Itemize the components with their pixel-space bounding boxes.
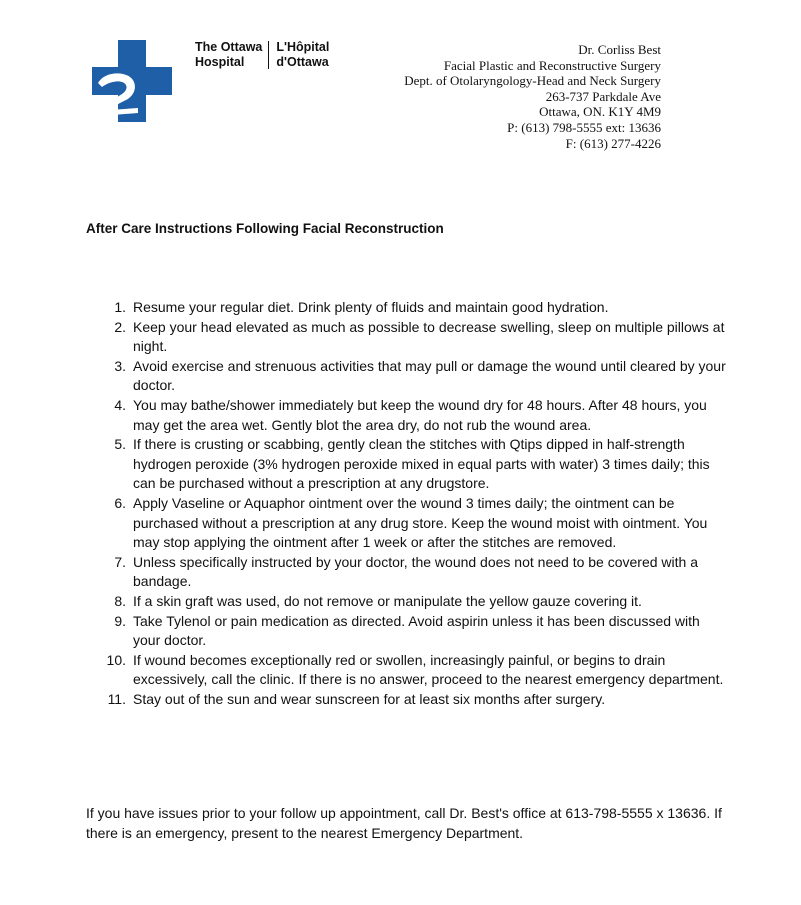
item-text: Avoid exercise and strenuous activities that may pull or damage the wound until cleared by your doctor. xyxy=(133,357,726,394)
list-item xyxy=(86,357,726,396)
item-text: Stay out of the sun and wear sunscreen for at least six months after surgery. xyxy=(133,690,606,707)
item-number: 9. xyxy=(114,612,126,629)
item-number: 3. xyxy=(114,357,126,374)
wordmark-en-line2: Hospital xyxy=(195,55,245,69)
address-line: Facial Plastic and Reconstructive Surgery xyxy=(443,57,661,73)
wordmark-fr-line1: L'Hôpital xyxy=(276,40,330,54)
item-number: 1. xyxy=(114,299,126,315)
item-text: Keep your head elevated as much as possible to decrease swelling, sleep on multiple pillows at night. xyxy=(133,318,725,355)
item-text: You may bathe/shower immediately but keep the wound dry for 48 hours. After 48 hours, you may get the area wet. Gently blot the area dry, do not rub the wound area. xyxy=(133,396,707,433)
list-item xyxy=(86,396,726,435)
item-text: If there is crusting or scabbing, gently clean the stitches with Qtips dipped in half-strength hydrogen peroxide (3% hydrogen peroxide mixed in equal parts with water) 3 times daily; this can be purchased without a prescription at any drugstore. xyxy=(133,436,710,492)
document-title: After Care Instructions Following Facial Reconstruction xyxy=(86,221,444,236)
address-line: P: (613) 798-5555 ext: 13636 xyxy=(507,119,661,135)
item-number: 2. xyxy=(114,318,126,335)
address-line: 263-737 Parkdale Ave xyxy=(545,88,661,104)
item-text: If wound becomes exceptionally red or swollen, increasingly painful, or begins to drain excessively, call the clinic. If there is no answer, proceed to the nearest emergency department. xyxy=(133,651,724,688)
footer-contact-note: If you have issues prior to your follow up appointment, call Dr. Best's office at 613-798-5555 x 13636. If there is an emergency, present to the nearest Emergency Department. xyxy=(86,805,722,841)
item-text: Apply Vaseline or Aquaphor ointment over the wound 3 times daily; the ointment can be purchased without a prescription at any drug store. Keep the wound moist with ointment. You may stop applying the ointment after 1 week or after the stitches are removed. xyxy=(133,494,708,551)
item-text: If a skin graft was used, do not remove or manipulate the yellow gauze covering it. xyxy=(133,592,642,609)
item-number: 7. xyxy=(114,553,126,570)
list-item xyxy=(86,651,726,690)
wordmark-en-line1: The Ottawa xyxy=(195,40,263,54)
item-text: Take Tylenol or pain medication as directed. Avoid aspirin unless it has been discussed with your doctor. xyxy=(133,612,700,649)
list-item xyxy=(86,435,726,494)
doctor-address-block xyxy=(404,42,661,151)
list-item xyxy=(86,612,726,651)
list-item xyxy=(86,318,726,357)
item-number: 5. xyxy=(114,436,126,453)
item-number: 10. xyxy=(106,651,126,668)
address-line: Dr. Corliss Best xyxy=(578,42,661,57)
list-item xyxy=(86,592,726,612)
wordmark-fr-line2: d'Ottawa xyxy=(276,55,329,69)
ottawa-hospital-cross-icon xyxy=(92,40,172,122)
wordmark-divider xyxy=(268,41,269,69)
item-number: 4. xyxy=(114,396,126,413)
item-number: 6. xyxy=(114,494,126,511)
address-line: Dept. of Otolaryngology-Head and Neck Surgery xyxy=(404,73,661,89)
item-number: 11. xyxy=(107,690,126,707)
list-item xyxy=(86,298,726,318)
instructions-list xyxy=(86,298,726,709)
item-text: Unless specifically instructed by your doctor, the wound does not need to be covered with a bandage. xyxy=(133,553,698,590)
item-text: Resume your regular diet. Drink plenty of fluids and maintain good hydration. xyxy=(133,299,609,315)
item-number: 8. xyxy=(114,592,126,609)
hospital-wordmark xyxy=(195,40,329,70)
address-line: Ottawa, ON. K1Y 4M9 xyxy=(539,104,661,120)
list-item xyxy=(86,553,726,592)
list-item xyxy=(86,494,726,553)
address-line: F: (613) 277-4226 xyxy=(565,135,661,151)
list-item xyxy=(86,690,726,710)
